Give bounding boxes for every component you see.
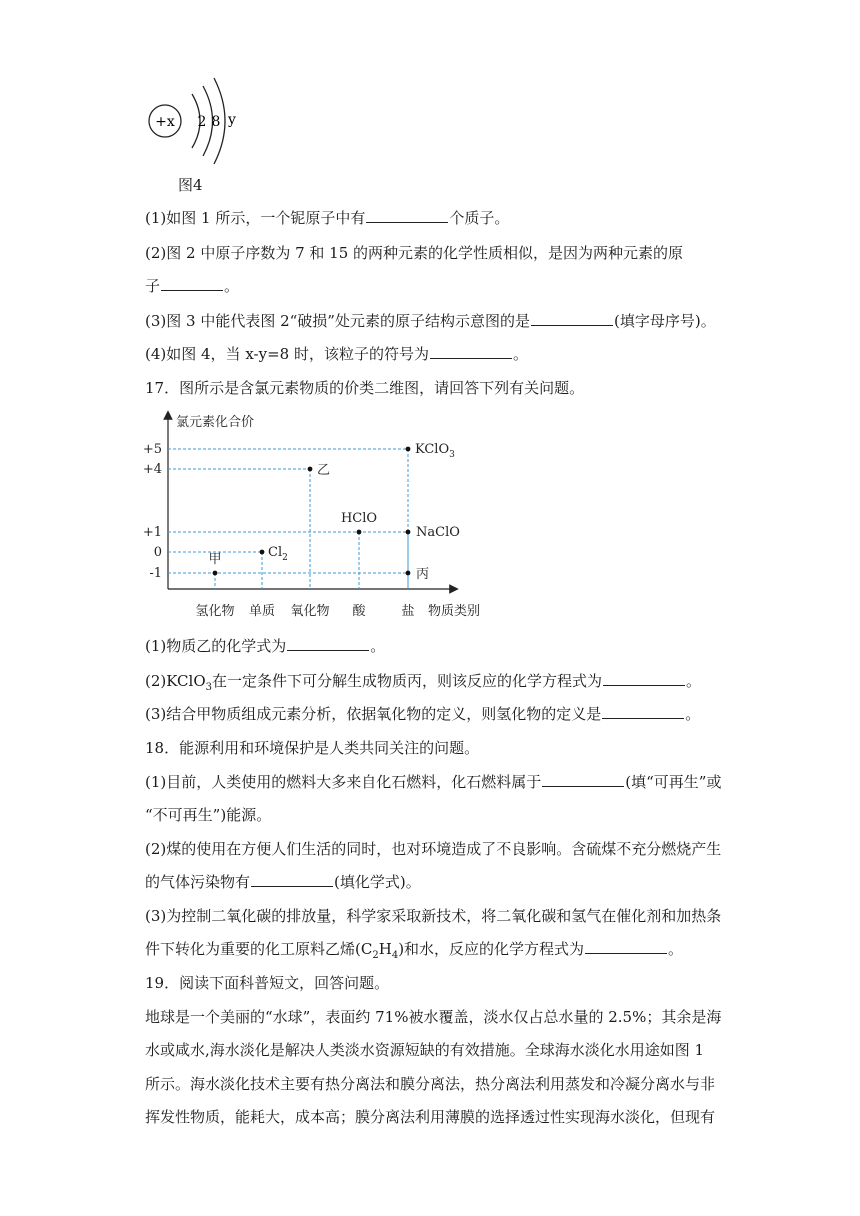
data-point <box>260 550 265 555</box>
data-point-label: HClO <box>340 511 378 526</box>
y-tick-labels <box>143 442 162 581</box>
atom-structure-diagram <box>140 74 250 166</box>
data-point <box>406 530 411 535</box>
data-point-label: 甲 <box>208 552 222 567</box>
q19-paragraph-line-3 <box>145 1074 715 1094</box>
x-category-label: 酸 <box>352 604 366 619</box>
data-point <box>357 530 362 535</box>
q18-part1-cont <box>145 805 271 825</box>
q19-text: 所示。海水淡化技术主要有热分离法和膜分离法，热分离法利用蒸发和冷凝分离水与非 <box>145 1075 716 1093</box>
y-axis-label: 氯元素化合价 <box>176 415 255 430</box>
q16-p1-text: (1)如图 1 所示，一个铌原子中有 <box>145 209 366 227</box>
q17-p3-suffix: 。 <box>685 705 701 723</box>
q16-p4-suffix: 。 <box>512 345 528 363</box>
q18-part3-cont <box>145 939 683 966</box>
q16-part1 <box>145 208 509 228</box>
data-point-label: 丙 <box>416 567 430 582</box>
answer-blank[interactable] <box>542 772 624 787</box>
q16-p4-text: (4)如图 4，当 x-y=8 时，该粒子的符号为 <box>145 345 429 363</box>
answer-blank[interactable] <box>602 704 684 719</box>
shell-3-electrons: y <box>228 112 236 128</box>
answer-blank[interactable] <box>161 276 223 291</box>
q18-p3-suffix: 。 <box>668 940 684 958</box>
answer-blank[interactable] <box>251 872 333 887</box>
q16-p2-text-cont: 子 <box>145 277 161 295</box>
data-point-label: $Cl_2$ <box>268 545 288 563</box>
y-tick-label: +1 <box>142 525 162 540</box>
chlorine-valence-chart <box>140 405 500 620</box>
answer-blank[interactable] <box>585 939 667 954</box>
x-category-label: 氢化物 <box>195 604 235 619</box>
q17-p3-text: (3)结合甲物质组成元素分析，依据氧化物的定义，则氢化物的定义是 <box>145 705 602 723</box>
q17-p1-text: (1)物质乙的化学式为 <box>145 637 287 655</box>
q18-p1-text-end: “不可再生”)能源。 <box>145 806 272 824</box>
answer-blank[interactable] <box>430 344 512 359</box>
shell-2-electrons: 8 <box>211 114 221 130</box>
q16-part4 <box>145 344 528 364</box>
data-point <box>406 571 411 576</box>
q16-p2-text: (2)图 2 中原子序数为 7 和 15 的两种元素的化学性质相似，是因为两种元素的原 <box>145 244 684 262</box>
q16-p3-suffix: (填字母序号)。 <box>613 312 716 330</box>
q18-part3 <box>145 906 721 926</box>
answer-blank[interactable] <box>603 671 685 686</box>
q19-paragraph-line-2 <box>145 1040 704 1060</box>
answer-blank[interactable] <box>287 636 369 651</box>
data-point <box>308 467 313 472</box>
q17-part1 <box>145 636 385 656</box>
q18-p1-text: (1)目前，人类使用的燃料大多来自化石燃料，化石燃料属于 <box>145 773 542 791</box>
q18-part1 <box>145 772 721 792</box>
q17-title <box>145 378 584 398</box>
q17-part3 <box>145 704 700 724</box>
shell-1-electrons: 2 <box>197 114 207 130</box>
q17-p2-text-cont: 在一定条件下可分解生成物质丙，则该反应的化学方程式为 <box>212 672 603 690</box>
q17-p1-suffix: 。 <box>370 637 386 655</box>
subscript: 4 <box>391 950 399 961</box>
q17-p2-text: (2)KClO <box>145 672 206 690</box>
q16-p1-suffix: 个质子。 <box>449 209 510 227</box>
q19-title-text: 19．阅读下面科普短文，回答问题。 <box>145 974 390 992</box>
subscript: 2 <box>372 950 379 961</box>
x-axis-label: 物质类别 <box>428 604 481 619</box>
data-point-label: NaClO <box>416 525 460 540</box>
x-category-label: 单质 <box>248 604 276 619</box>
q18-p3-text-end: )和水，反应的化学方程式为 <box>398 940 585 958</box>
y-tick-label: +4 <box>142 462 162 477</box>
q17-p2-suffix: 。 <box>686 672 702 690</box>
x-category-label: 氧化物 <box>290 604 330 619</box>
q18-title-text: 18．能源利用和环境保护是人类共同关注的问题。 <box>145 739 480 757</box>
answer-blank[interactable] <box>366 208 448 223</box>
q17-title-text: 17．图所示是含氯元素物质的价类二维图，请回答下列有关问题。 <box>145 379 585 397</box>
data-points <box>208 442 459 582</box>
q16-p3-text: (3)图 3 中能代表图 2“破损”处元素的原子结构示意图的是 <box>145 312 530 330</box>
nucleus-charge: +x <box>155 114 175 130</box>
q19-paragraph-line-4 <box>145 1107 715 1127</box>
answer-blank[interactable] <box>531 311 613 326</box>
x-category-label: 盐 <box>401 604 415 619</box>
q16-part2 <box>145 243 683 263</box>
data-point <box>213 571 218 576</box>
data-point-label: 乙 <box>317 463 331 478</box>
q19-title <box>145 973 389 993</box>
q18-p1-text-cont: (填“可再生”或 <box>625 773 722 791</box>
q18-p2-text: (2)煤的使用在方便人们生活的同时，也对环境造成了不良影响。含硫煤不充分燃烧产生 <box>145 840 722 858</box>
q18-p3-text: (3)为控制二氧化碳的排放量，科学家采取新技术，将二氧化碳和氢气在催化剂和加热条 <box>145 907 722 925</box>
q16-p2-suffix: 。 <box>224 277 240 295</box>
q18-part2-cont <box>145 872 421 892</box>
q19-text: 挥发性物质，能耗大，成本高；膜分离法利用薄膜的选择透过性实现海水淡化，但现有 <box>145 1108 716 1126</box>
q19-text: 地球是一个美丽的“水球”，表面约 71%被水覆盖，淡水仅占总水量的 2.5%；其余是海 <box>145 1008 722 1026</box>
q19-paragraph-line-1 <box>145 1007 721 1027</box>
y-tick-label: +5 <box>142 442 162 457</box>
q16-part2-cont <box>145 276 239 296</box>
q18-p3-text-cont: 件下转化为重要的化工原料乙烯(C <box>145 940 373 958</box>
q16-part3 <box>145 311 716 331</box>
figure-4-caption: 图4 <box>178 176 203 194</box>
data-point <box>406 447 411 452</box>
q18-title <box>145 738 479 758</box>
y-tick-label: 0 <box>153 545 162 560</box>
q18-part2 <box>145 839 721 859</box>
q17-part2 <box>145 671 701 698</box>
q18-p2-text-cont: 的气体污染物有 <box>145 873 251 891</box>
q18-p2-suffix: (填化学式)。 <box>334 873 421 891</box>
y-tick-label: -1 <box>149 566 162 581</box>
x-category-labels <box>195 603 414 619</box>
data-point-label: KClO$_3$ <box>415 442 455 460</box>
subscript: 3 <box>205 682 212 693</box>
q19-text: 水或咸水,海水淡化是解决人类淡水资源短缺的有效措施。全球海水淡化水用途如图 1 <box>145 1041 705 1059</box>
q18-p3-h: H <box>378 940 392 958</box>
